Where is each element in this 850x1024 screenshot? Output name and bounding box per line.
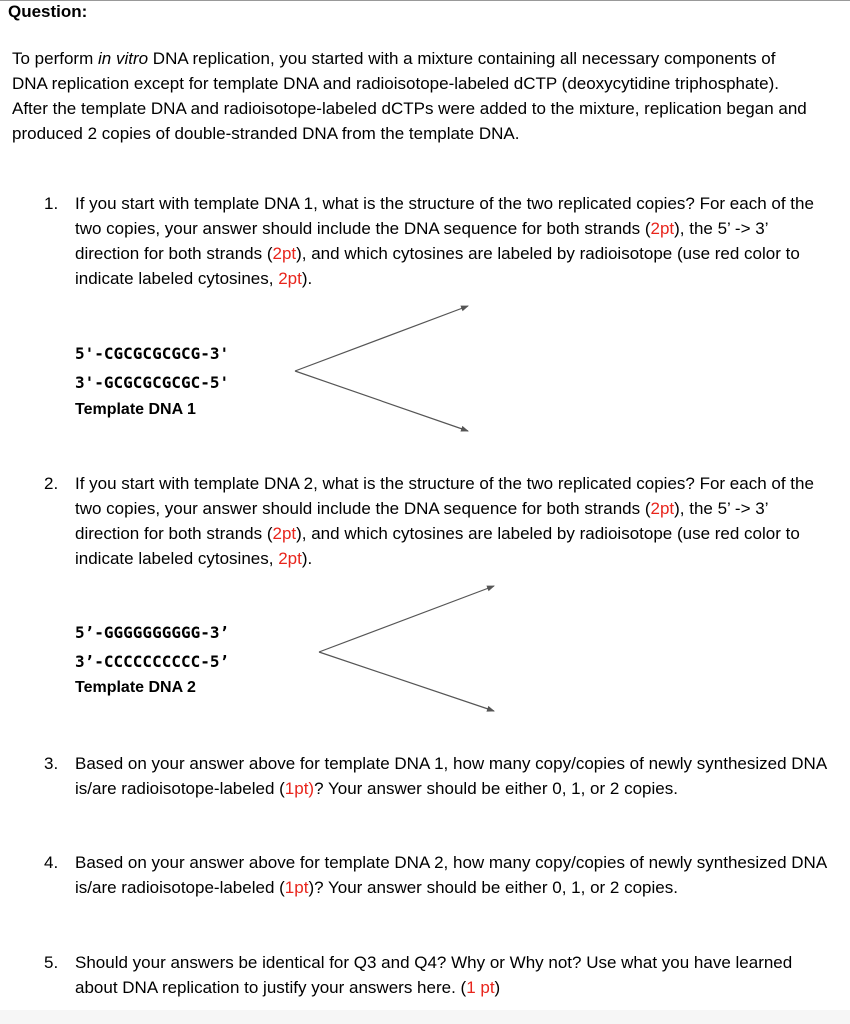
question-number: 5.: [44, 953, 59, 972]
template2-bottom-strand: 3’-CCCCCCCCCC-5’: [75, 652, 230, 671]
question-text: ).: [301, 269, 313, 288]
question-text: ), and which cytosines are labeled by radioisotope (use red color to indicate labeled cytosines,: [75, 524, 800, 568]
template1-bottom-strand: 3'-GCGCGCGCGC-5': [75, 373, 230, 392]
points: 1pt: [284, 878, 309, 897]
question-text: ), the 5’ -> 3’ direction for both strands (: [75, 219, 768, 263]
question-text: ), the 5’ -> 3’ direction for both strands (: [75, 499, 768, 543]
question-text: If you start with template DNA 1, what is the structure of the two replicated copies? For each of the two copies, your answer should include the DNA sequence for both strands (: [75, 194, 814, 238]
intro-text-start: To perform: [12, 49, 98, 68]
question-text: ? Your answer should be either 0, 1, or 2 copies.: [314, 779, 678, 798]
question-text: Based on your answer above for template DNA 1, how many copy/copies of newly synthesized DNA is/are radioisotope-labeled (: [75, 754, 827, 798]
points: 1pt): [284, 779, 315, 798]
question-number: 2.: [44, 474, 59, 493]
points: 2pt: [278, 549, 302, 568]
template2-top-strand: 5’-GGGGGGGGGG-3’: [75, 623, 230, 642]
arrow-copy2-template2: [319, 652, 494, 711]
template1-top-strand: 5'-CGCGCGCGCG-3': [75, 344, 230, 363]
points: 2pt: [650, 219, 675, 238]
question-text: ): [494, 978, 501, 997]
points: 2pt: [272, 524, 297, 543]
intro-italic: in vitro: [97, 49, 149, 68]
question-text: ), and which cytosines are labeled by radioisotope (use red color to indicate labeled cytosines,: [75, 244, 800, 288]
arrow-copy1-template1: [295, 306, 468, 371]
question-text: )? Your answer should be either 0, 1, or 2 copies.: [308, 878, 678, 897]
arrow-copy2-template1: [295, 371, 468, 431]
question-number: 1.: [44, 194, 59, 213]
template1-label: Template DNA 1: [75, 401, 196, 418]
question-number: 3.: [44, 754, 59, 773]
points: 2pt: [278, 269, 302, 288]
page-title: Question:: [8, 2, 88, 21]
intro-text-rest: DNA replication, you started with a mixture containing all necessary components of DNA replication except for template DNA and radioisotope-labeled dCTP (deoxycytidine triphosphate). After the template DNA and radioisotope-labeled dCTPs were added to the mixture, replication began and produced 2 copies of double-stranded DNA from the template DNA.: [12, 49, 807, 143]
points: 2pt: [272, 244, 297, 263]
question-text: Should your answers be identical for Q3 and Q4? Why or Why not? Use what you have learned about DNA replication to justify your answers here. (: [75, 953, 793, 997]
arrow-copy1-template2: [319, 586, 494, 652]
template2-label: Template DNA 2: [75, 679, 196, 696]
points: 1 pt: [466, 978, 495, 997]
points: 2pt: [650, 499, 675, 518]
question-text: Based on your answer above for template DNA 2, how many copy/copies of newly synthesized DNA is/are radioisotope-labeled (: [75, 853, 827, 897]
question-number: 4.: [44, 853, 59, 872]
question-text: If you start with template DNA 2, what is the structure of the two replicated copies? For each of the two copies, your answer should include the DNA sequence for both strands (: [75, 474, 814, 518]
question-text: ).: [301, 549, 313, 568]
page-bottom-strip: [0, 1010, 850, 1024]
